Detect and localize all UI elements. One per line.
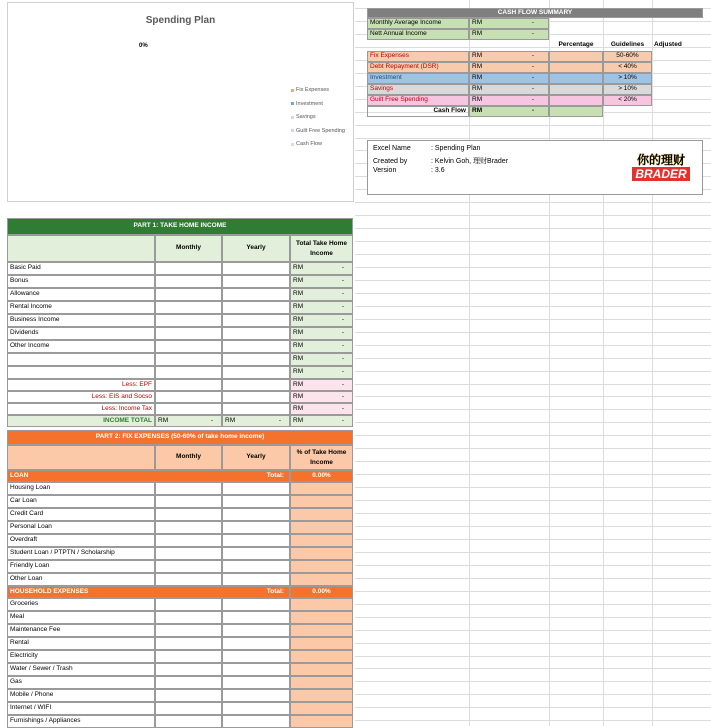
expense-row-label: Personal Loan [7,521,155,534]
legend-label: Savings [296,114,316,120]
legend-item [291,114,316,120]
summary-row-label: Guilt Free Spending [367,95,469,106]
deduction-monthly-input[interactable] [155,391,222,403]
cash-flow-percentage[interactable] [549,106,603,117]
expense-row-label: Furnishings / Appliances [7,715,155,728]
household-section-total-value: 0.00% [290,586,353,598]
expense-pct-cell [290,650,353,663]
expense-row-label: Groceries [7,598,155,611]
expense-yearly-input[interactable] [222,702,290,715]
created-by-value: : Kelvin Goh, 理财Brader [431,158,509,165]
grid-row-line [355,371,711,372]
expense-row-label: Student Loan / PTPTN / Scholarship [7,547,155,560]
loan-section-total-label: Total: [266,471,284,479]
grid-row-line [355,125,711,126]
income-deduction-label: Less: EIS and Socso [7,391,155,403]
income-total-yearly: RM - [222,415,290,427]
nett-annual-label: Nett Annual Income [367,29,469,40]
deduction-monthly-input[interactable] [155,379,222,391]
grid-row-line [355,681,711,682]
expense-monthly-input[interactable] [155,689,222,702]
expense-yearly-input[interactable] [222,676,290,689]
income-monthly-input[interactable] [155,314,222,327]
expense-yearly-input[interactable] [222,534,290,547]
summary-row-guideline: 50-60% [603,51,652,62]
income-total-cell: RM - [290,262,353,275]
grid-row-line [355,565,711,566]
expense-yearly-input[interactable] [222,521,290,534]
expense-row-label: Gas [7,676,155,689]
excel-name-row [373,145,480,152]
chart-pct-label: 0% [139,43,148,49]
grid-row-line [355,513,711,514]
income-monthly-input[interactable] [155,275,222,288]
expense-monthly-input[interactable] [155,598,222,611]
expense-pct-cell [290,689,353,702]
grid-row-line [355,215,711,216]
summary-row-label: Savings [367,84,469,95]
grid-row-line [355,643,711,644]
deduction-yearly-input[interactable] [222,403,290,415]
monthly-avg-label: Monthly Average Income [367,18,469,29]
income-yearly-input[interactable] [222,353,290,366]
expense-monthly-input[interactable] [155,573,222,586]
summary-row-percentage[interactable] [549,62,603,73]
household-section-header [7,586,290,598]
expense-pct-cell [290,547,353,560]
legend-swatch [291,143,294,146]
income-yearly-input[interactable] [222,327,290,340]
income-row-label: Business Income [7,314,155,327]
excel-name-label: Excel Name [373,145,411,152]
income-row-label [7,353,155,366]
expense-monthly-input[interactable] [155,534,222,547]
income-yearly-input[interactable] [222,366,290,379]
summary-row-guideline: > 10% [603,73,652,84]
grid-row-line [355,202,711,203]
summary-row-value[interactable]: RM - [469,51,549,62]
income-monthly-input[interactable] [155,301,222,314]
grid-row-line [355,293,711,294]
grid-row-line [355,384,711,385]
grid-row-line [355,358,711,359]
expense-pct-cell [290,598,353,611]
grid-row-line [355,280,711,281]
expense-yearly-input[interactable] [222,650,290,663]
expense-pct-cell [290,573,353,586]
income-total-cell: RM - [290,340,353,353]
expense-yearly-input[interactable] [222,637,290,650]
loan-section-label: LOAN [10,471,29,479]
income-row-label: Basic Paid [7,262,155,275]
brader-logo [632,151,690,183]
grid-row-line [355,474,711,475]
grid-row-line [355,500,711,501]
income-total-cell: RM - [290,301,353,314]
summary-row-value[interactable]: RM - [469,95,549,106]
part1-col-monthly: Monthly [155,235,222,262]
expense-row-label: Overdraft [7,534,155,547]
info-box [367,140,703,195]
expense-monthly-input[interactable] [155,547,222,560]
excel-name-value: : Spending Plan [431,145,481,152]
expense-pct-cell [290,715,353,728]
col-adjusted: Adjusted [654,41,682,49]
expense-row-label: Water / Sewer / Trash [7,663,155,676]
income-row-label: Dividends [7,327,155,340]
grid-row-line [355,396,711,397]
deduction-monthly-input[interactable] [155,403,222,415]
expense-row-label: Mobile / Phone [7,689,155,702]
expense-monthly-input[interactable] [155,482,222,495]
version-label: Version [373,167,397,174]
created-by-row [373,156,508,166]
income-monthly-input[interactable] [155,353,222,366]
income-deduction-label: Less: EPF [7,379,155,391]
expense-row-label: Housing Loan [7,482,155,495]
grid-row-line [355,461,711,462]
summary-row-value[interactable]: RM - [469,62,549,73]
income-total-overall: RM - [290,415,353,427]
income-row-label: Bonus [7,275,155,288]
expense-pct-cell [290,521,353,534]
cash-flow-value[interactable]: RM - [469,106,549,117]
expense-pct-cell [290,624,353,637]
income-row-label [7,366,155,379]
income-yearly-input[interactable] [222,275,290,288]
expense-monthly-input[interactable] [155,715,222,728]
legend-item [291,128,345,134]
legend-item [291,141,322,147]
expense-row-label: Internet / WIFI [7,702,155,715]
income-monthly-input[interactable] [155,327,222,340]
expense-pct-cell [290,637,353,650]
grid-row-line [355,319,711,320]
summary-row-percentage[interactable] [549,73,603,84]
grid-row-line [355,526,711,527]
logo-top-text: 你的理财 [632,151,690,167]
expense-yearly-input[interactable] [222,663,290,676]
part2-col-pct: % of Take Home Income [290,445,353,470]
legend-label: Fix Expenses [296,87,330,93]
legend-item [291,87,329,93]
expense-pct-cell [290,611,353,624]
deduction-total-cell: RM - [290,379,353,391]
income-yearly-input[interactable] [222,288,290,301]
grid-row-line [355,332,711,333]
deduction-yearly-input[interactable] [222,379,290,391]
expense-yearly-input[interactable] [222,624,290,637]
logo-bottom-text: BRADER [632,167,690,181]
grid-row-line [355,487,711,488]
part1-title: PART 1: TAKE HOME INCOME [7,218,353,235]
legend-swatch [291,102,294,105]
grid-row-line [355,591,711,592]
expense-yearly-input[interactable] [222,482,290,495]
grid-row-line [355,656,711,657]
summary-row-percentage[interactable] [549,84,603,95]
income-total-cell: RM - [290,288,353,301]
grid-row-line [355,241,711,242]
expense-pct-cell [290,663,353,676]
income-total-label: INCOME TOTAL [7,415,155,427]
expense-row-label: Rental [7,637,155,650]
grid-row-line [355,694,711,695]
expense-monthly-input[interactable] [155,650,222,663]
income-total-cell: RM - [290,353,353,366]
expense-row-label: Other Loan [7,573,155,586]
expense-yearly-input[interactable] [222,573,290,586]
spending-plan-chart[interactable] [7,2,354,202]
grid-row-line [355,617,711,618]
grid-row-line [355,552,711,553]
expense-pct-cell [290,702,353,715]
grid-row-line [355,448,711,449]
expense-pct-cell [290,508,353,521]
summary-row-percentage[interactable] [549,51,603,62]
expense-yearly-input[interactable] [222,598,290,611]
part1-col-yearly: Yearly [222,235,290,262]
expense-monthly-input[interactable] [155,702,222,715]
monthly-avg-value[interactable]: RM - [469,18,549,29]
grid-row-line [355,138,711,139]
income-yearly-input[interactable] [222,340,290,353]
income-yearly-input[interactable] [222,314,290,327]
created-by-label: Created by [373,158,408,165]
legend-label: Investment [296,100,323,107]
loan-section-total-value: 0.00% [290,470,353,482]
income-total-cell: RM - [290,366,353,379]
expense-row-label: Friendly Loan [7,560,155,573]
summary-row-label: Fix Expenses [367,51,469,62]
income-row-label: Rental Income [7,301,155,314]
summary-row-label: Debt Repayment (DSR) [367,62,469,73]
expense-monthly-input[interactable] [155,676,222,689]
income-yearly-input[interactable] [222,301,290,314]
expense-monthly-input[interactable] [155,560,222,573]
grid-row-line [355,720,711,721]
col-percentage: Percentage [558,41,594,49]
version-value: : 3.6 [431,167,445,174]
chart-title: Spending Plan [145,15,216,26]
col-guidelines: Guidelines [610,41,645,49]
income-monthly-input[interactable] [155,366,222,379]
expense-yearly-input[interactable] [222,508,290,521]
legend-item [291,101,323,107]
legend-swatch [291,116,294,119]
income-monthly-input[interactable] [155,288,222,301]
income-total-cell: RM - [290,314,353,327]
income-deduction-label: Less: Income Tax [7,403,155,415]
summary-title: CASH FLOW SUMMARY [367,8,703,18]
expense-row-label: Meal [7,611,155,624]
part1-header-blank [7,235,155,262]
summary-row-guideline: < 20% [603,95,652,106]
expense-monthly-input[interactable] [155,663,222,676]
income-total-monthly: RM - [155,415,222,427]
grid-row-line [355,539,711,540]
household-section-label: HOUSEHOLD EXPENSES [10,587,89,595]
version-row [373,167,445,174]
expense-yearly-input[interactable] [222,715,290,728]
legend-swatch [291,89,294,92]
expense-yearly-input[interactable] [222,611,290,624]
expense-row-label: Car Loan [7,495,155,508]
grid-row-line [355,267,711,268]
expense-pct-cell [290,534,353,547]
grid-row-line [355,254,711,255]
summary-row-guideline: < 40% [603,62,652,73]
legend-label: Guilt Free Spending [296,127,345,134]
expense-row-label: Electricity [7,650,155,663]
grid-row-line [355,707,711,708]
legend-label: Cash Flow [296,141,322,147]
deduction-yearly-input[interactable] [222,391,290,403]
deduction-total-cell: RM - [290,391,353,403]
loan-section-header [7,470,290,482]
expense-pct-cell [290,560,353,573]
grid-row-line [355,578,711,579]
expense-monthly-input[interactable] [155,495,222,508]
expense-row-label: Credit Card [7,508,155,521]
income-total-cell: RM - [290,327,353,340]
expense-pct-cell [290,482,353,495]
grid-row-line [355,345,711,346]
income-monthly-input[interactable] [155,262,222,275]
expense-yearly-input[interactable] [222,689,290,702]
grid-row-line [355,668,711,669]
part2-col-monthly: Monthly [155,445,222,470]
expense-yearly-input[interactable] [222,495,290,508]
deduction-total-cell: RM - [290,403,353,415]
part1-col-total: Total Take Home Income [290,235,353,262]
income-yearly-input[interactable] [222,262,290,275]
cash-flow-label: Cash Flow [367,106,469,117]
grid-row-line [355,306,711,307]
expense-yearly-input[interactable] [222,560,290,573]
expense-row-label: Maintenance Fee [7,624,155,637]
grid-row-line [355,604,711,605]
part2-title: PART 2: FIX EXPENSES (50-60% of take home income) [7,430,353,445]
grid-row-line [355,422,711,423]
grid-row-line [355,228,711,229]
summary-row-value[interactable]: RM - [469,73,549,84]
expense-monthly-input[interactable] [155,508,222,521]
expense-monthly-input[interactable] [155,637,222,650]
expense-pct-cell [290,676,353,689]
grid-row-line [355,435,711,436]
expense-yearly-input[interactable] [222,547,290,560]
summary-row-label: Investment [367,73,469,84]
summary-row-guideline: > 10% [603,84,652,95]
income-row-label: Allowance [7,288,155,301]
legend-swatch [291,129,294,132]
income-row-label: Other Income [7,340,155,353]
part2-col-yearly: Yearly [222,445,290,470]
grid-row-line [355,409,711,410]
expense-monthly-input[interactable] [155,521,222,534]
income-total-cell: RM - [290,275,353,288]
part2-header-blank [7,445,155,470]
grid-row-line [355,630,711,631]
income-monthly-input[interactable] [155,340,222,353]
expense-monthly-input[interactable] [155,611,222,624]
expense-pct-cell [290,495,353,508]
summary-row-percentage[interactable] [549,95,603,106]
expense-monthly-input[interactable] [155,624,222,637]
household-section-total-label: Total: [266,587,284,595]
summary-row-value[interactable]: RM - [469,84,549,95]
nett-annual-value[interactable]: RM - [469,29,549,40]
